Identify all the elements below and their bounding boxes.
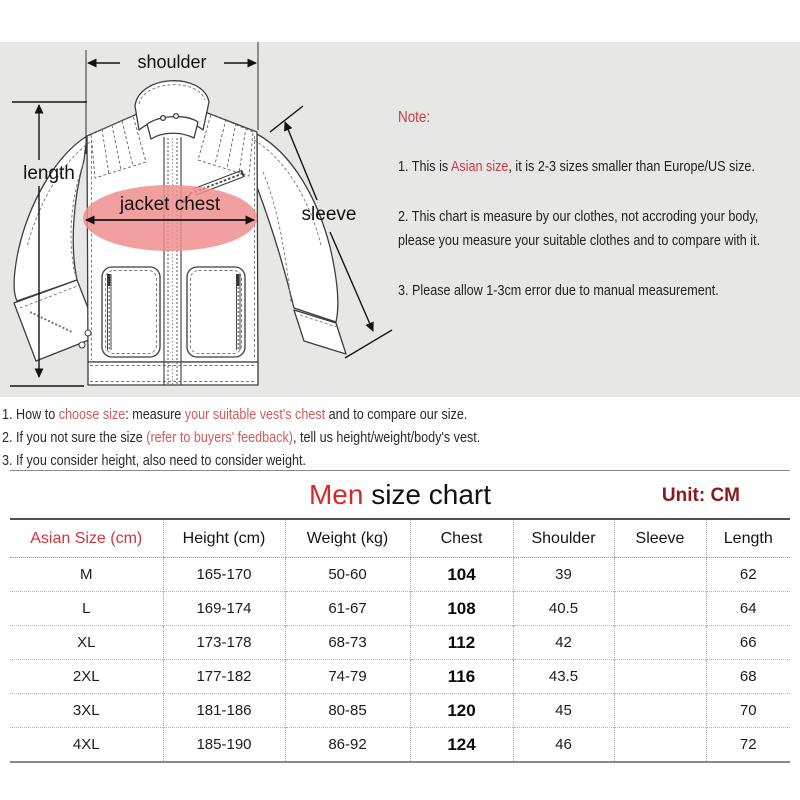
table-cell (614, 660, 706, 694)
table-cell: 169-174 (163, 592, 285, 626)
text-segment-red: Asian size (450, 158, 509, 175)
table-cell: 112 (410, 626, 513, 660)
note-item (398, 205, 793, 253)
table-cell: 72 (706, 728, 790, 763)
chart-title-row (10, 470, 790, 518)
text-segment: 1. How to (2, 406, 59, 423)
table-row (10, 558, 790, 592)
table-cell: 177-182 (163, 660, 285, 694)
table-cell (614, 728, 706, 763)
table-cell: 124 (410, 728, 513, 763)
text-segment-red: your suitable vest's chest (184, 406, 326, 423)
table-row (10, 728, 790, 763)
text-segment: , tell us height/weight/body's vest. (292, 429, 481, 446)
sizing-tips (2, 397, 582, 470)
table-cell (614, 694, 706, 728)
table-cell (614, 626, 706, 660)
table-header-row (10, 519, 790, 558)
column-header: Height (cm) (163, 519, 285, 558)
table-cell: 86-92 (285, 728, 410, 763)
note-item (398, 155, 793, 179)
table-cell: 39 (513, 558, 614, 592)
table-row (10, 694, 790, 728)
table-cell: 46 (513, 728, 614, 763)
table-cell: 61-67 (285, 592, 410, 626)
shoulder-label: shoulder (137, 52, 207, 72)
table-cell: 50-60 (285, 558, 410, 592)
table-cell: M (80, 566, 93, 583)
tip-item (2, 450, 582, 472)
text-segment-red: choose size (58, 406, 126, 423)
table-cell: 45 (513, 694, 614, 728)
chart-title-rest: size chart (363, 479, 492, 510)
table-cell: 74-79 (285, 660, 410, 694)
table-cell: 66 (706, 626, 790, 660)
table-cell: 68 (706, 660, 790, 694)
column-header: Asian Size (cm) (10, 519, 163, 558)
table-cell: 43.5 (513, 660, 614, 694)
table-cell: 185-190 (163, 728, 285, 763)
text-segment: 1. This is (398, 158, 451, 175)
text-segment: 3. If you consider height, also need to consider weight. (2, 452, 306, 469)
table-cell: 3XL (10, 694, 163, 728)
table-cell: 108 (410, 592, 513, 626)
table-cell: 181-186 (163, 694, 285, 728)
text-segment: and to compare our size. (325, 406, 468, 423)
column-header: Chest (410, 519, 513, 558)
size-chart-section (0, 470, 800, 763)
table-cell: 4XL (10, 728, 163, 763)
table-cell: 40.5 (513, 592, 614, 626)
table-cell: 70 (706, 694, 790, 728)
jacket-chest-label: jacket chest (119, 194, 221, 215)
text-segment: 2. If you not sure the size (2, 429, 147, 446)
table-cell: XL (10, 626, 163, 660)
table-cell (614, 558, 706, 592)
note-block (398, 106, 793, 303)
text-segment: : measure (125, 406, 185, 423)
column-header: Shoulder (513, 519, 614, 558)
table-cell: 116 (410, 660, 513, 694)
text-segment: 3. Please allow 1-3cm error due to manual measurement. (398, 282, 719, 299)
table-cell: 42 (513, 626, 614, 660)
size-table (10, 518, 790, 763)
text-segment: please you measure your suitable clothes and to compare with it. (398, 232, 761, 249)
table-row (10, 626, 790, 660)
table-cell: 120 (410, 694, 513, 728)
length-label: length (23, 163, 75, 184)
column-header: Length (706, 519, 790, 558)
table-cell: 104 (410, 558, 513, 592)
sleeve-label: sleeve (301, 204, 357, 225)
unit-label: Unit: CM (661, 485, 740, 506)
column-header: Weight (kg) (285, 519, 410, 558)
text-segment: 2. This chart is measure by our clothes, not accroding your body, (398, 208, 759, 225)
measurement-diagram-panel (0, 42, 800, 397)
table-row (10, 660, 790, 694)
table-cell: 2XL (10, 660, 163, 694)
chart-title-highlight: Men (308, 479, 364, 510)
table-cell: 68-73 (285, 626, 410, 660)
column-header: Sleeve (614, 519, 706, 558)
text-segment-red: (refer to buyers' feedback) (146, 429, 293, 446)
note-item (398, 279, 793, 303)
table-cell: 62 (706, 558, 790, 592)
table-cell: 80-85 (285, 694, 410, 728)
table-cell: L (10, 592, 163, 626)
table-cell (614, 592, 706, 626)
tip-item (2, 427, 582, 449)
tip-item (2, 404, 582, 426)
table-cell: 64 (706, 592, 790, 626)
text-segment: , it is 2-3 sizes smaller than Europe/US size. (508, 158, 755, 175)
table-cell: 165-170 (163, 558, 285, 592)
note-heading: Note: (398, 109, 431, 126)
table-row (10, 592, 790, 626)
table-cell: 173-178 (163, 626, 285, 660)
